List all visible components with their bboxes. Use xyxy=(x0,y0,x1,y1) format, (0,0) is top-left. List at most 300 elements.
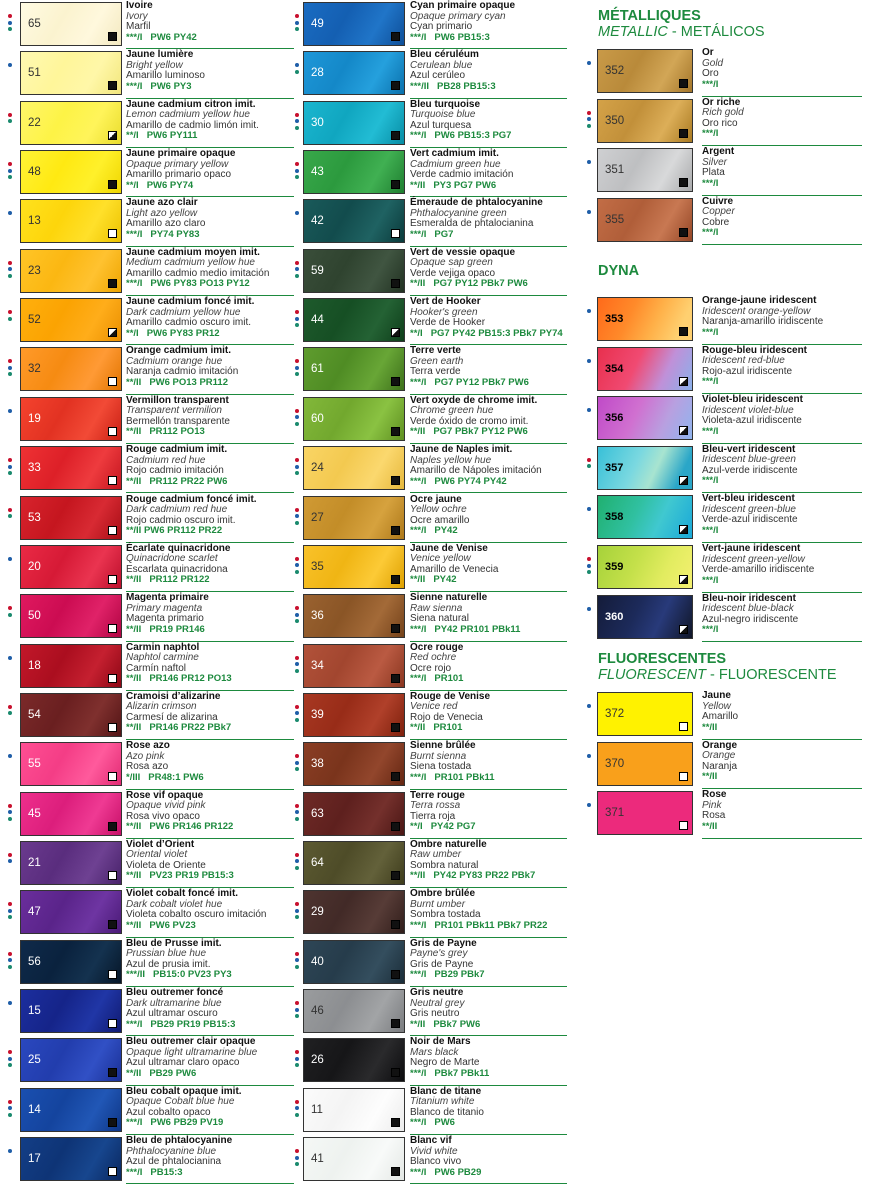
color-number: 355 xyxy=(605,213,625,226)
color-number: 44 xyxy=(311,314,324,327)
color-name-es: Amarillo xyxy=(702,711,739,722)
color-name-fr: Bleu céruléum xyxy=(410,49,479,61)
pigment-codes: PY42 xyxy=(434,525,458,536)
color-name-en: Dark cadmium red hue xyxy=(126,504,228,515)
color-info xyxy=(702,48,723,90)
medium-dot-icon xyxy=(587,309,591,313)
color-name-en: Iridescent green-blue xyxy=(702,503,796,515)
paint-entry xyxy=(8,987,294,1036)
paint-entry xyxy=(8,1036,294,1085)
pigment-codes: PR101 PBk11 PBk7 PR22 xyxy=(434,919,548,931)
color-name-es: Verde vejiga opaco xyxy=(410,267,496,279)
color-swatch xyxy=(303,594,405,638)
color-swatch xyxy=(303,890,405,934)
pigment-codes: PR101 xyxy=(433,722,463,734)
rating-and-pigments xyxy=(410,181,513,192)
rating-and-pigments xyxy=(702,179,734,190)
rating-and-pigments xyxy=(410,822,476,833)
paint-entry xyxy=(295,99,567,148)
color-name-es: Cyan primario xyxy=(410,21,473,32)
color-number: 20 xyxy=(28,560,41,573)
color-name-en: Turquoise blue xyxy=(410,109,476,121)
color-number: 359 xyxy=(605,561,624,573)
medium-dots xyxy=(295,63,300,85)
color-name-fr: Bleu outremer clair opaque xyxy=(126,1036,256,1048)
paint-entry xyxy=(587,444,862,494)
color-number: 48 xyxy=(28,166,41,179)
color-number: 65 xyxy=(28,18,41,30)
color-name-fr: Or xyxy=(702,47,714,58)
color-info xyxy=(410,1037,489,1079)
medium-dots xyxy=(295,557,300,579)
color-name-fr: Rose azo xyxy=(126,740,170,752)
medium-dot-icon xyxy=(295,261,299,265)
color-name-es: Gris neutro xyxy=(410,1008,460,1019)
medium-dot-icon xyxy=(295,761,299,765)
color-name-en: Lemon cadmium yellow hue xyxy=(126,109,250,121)
paint-entry xyxy=(295,395,567,444)
opacity-icon xyxy=(108,970,117,979)
medium-dot-icon xyxy=(295,669,299,673)
color-number: 46 xyxy=(311,1005,324,1017)
color-name-en: Iridescent orange-yellow xyxy=(702,305,811,317)
color-info xyxy=(702,197,735,239)
medium-dot-icon xyxy=(295,1050,299,1054)
medium-dot-icon xyxy=(295,705,299,709)
lightfastness-rating: ***/I xyxy=(410,1117,427,1129)
opacity-icon xyxy=(679,772,688,781)
medium-dot-icon xyxy=(295,267,299,271)
pigment-codes: PR101 PBk11 xyxy=(434,771,495,783)
color-name-fr: Bleu cobalt opaque imit. xyxy=(126,1085,242,1097)
pigment-codes: PW6 PV23 xyxy=(149,919,196,931)
medium-dots xyxy=(295,902,300,924)
lightfastness-rating: **/I xyxy=(410,821,423,833)
medium-dots xyxy=(8,1001,13,1023)
color-name-en: Opaque Cobalt blue hue xyxy=(126,1096,235,1108)
color-number: 64 xyxy=(311,856,324,869)
color-name-es: Verde de Hooker xyxy=(410,317,486,329)
opacity-icon xyxy=(108,476,117,485)
color-info xyxy=(702,741,737,783)
rating-and-pigments xyxy=(702,80,723,91)
medium-dots xyxy=(587,557,592,579)
color-number: 25 xyxy=(28,1054,41,1067)
opacity-icon xyxy=(108,920,117,929)
pigment-codes: PR19 PR146 xyxy=(149,623,205,635)
lightfastness-rating: **/II xyxy=(126,919,142,931)
medium-dot-icon xyxy=(587,61,591,65)
paint-entry xyxy=(295,1036,567,1085)
medium-dot-icon xyxy=(295,465,299,469)
color-info xyxy=(126,988,235,1030)
opacity-icon xyxy=(108,624,117,633)
opacity-icon xyxy=(108,229,117,238)
opacity-icon xyxy=(108,822,117,831)
lightfastness-rating: **/II xyxy=(126,376,142,388)
medium-dots xyxy=(295,1100,300,1122)
color-number: 19 xyxy=(28,412,41,425)
lightfastness-rating: ***/I xyxy=(410,475,427,487)
medium-dots xyxy=(8,113,13,135)
rating-and-pigments xyxy=(126,427,230,438)
color-number: 350 xyxy=(605,114,625,127)
lightfastness-rating: ***/I xyxy=(126,1166,143,1178)
metallic-subtitle: METALLIC - METÁLICOS xyxy=(598,24,765,40)
medium-dot-icon xyxy=(295,27,299,31)
color-number: 353 xyxy=(605,313,624,325)
medium-dots xyxy=(295,458,300,480)
medium-dot-icon xyxy=(587,359,591,363)
lightfastness-rating: ***/I xyxy=(410,673,427,685)
medium-dot-icon xyxy=(295,359,299,363)
medium-dot-icon xyxy=(295,63,299,67)
color-info xyxy=(702,147,734,189)
lightfastness-rating: ***/I xyxy=(702,227,719,239)
opacity-icon xyxy=(391,180,400,189)
color-name-fr: Bleu-noir iridescent xyxy=(702,592,796,604)
color-name-en: Light azo yellow xyxy=(126,207,198,219)
color-swatch xyxy=(20,101,122,145)
color-name-es: Rosa xyxy=(702,810,726,822)
color-name-fr: Violet cobalt foncé imit. xyxy=(126,888,239,900)
lightfastness-rating: ***/I xyxy=(410,130,427,142)
opacity-icon xyxy=(108,871,117,880)
color-info xyxy=(410,939,485,981)
lightfastness-rating: ***/II xyxy=(126,969,146,981)
color-name-fr: Ombre brûlée xyxy=(410,888,476,900)
color-number: 372 xyxy=(605,708,625,720)
lightfastness-rating: **/I xyxy=(126,179,139,191)
medium-dots xyxy=(295,162,300,184)
medium-dot-icon xyxy=(8,902,12,906)
pigment-codes: PR146 PR22 PBk7 xyxy=(149,722,232,734)
rating-and-pigments xyxy=(126,773,204,784)
medium-dots xyxy=(295,409,300,431)
medium-dot-icon xyxy=(587,564,591,568)
color-name-es: Magenta primario xyxy=(126,613,204,625)
color-info xyxy=(410,1087,484,1129)
rating-and-pigments xyxy=(126,1020,235,1031)
paint-entry xyxy=(8,99,294,148)
medium-dot-icon xyxy=(587,408,591,412)
color-name-fr: Carmin naphtol xyxy=(126,641,200,653)
color-number: 358 xyxy=(605,511,624,524)
medium-dot-icon xyxy=(8,169,12,173)
paint-entry xyxy=(8,839,294,888)
color-info xyxy=(410,297,563,339)
color-name-es: Amarillo de Venecia xyxy=(410,563,499,575)
color-name-es: Azul cerúleo xyxy=(410,70,466,82)
rating-and-pigments xyxy=(126,575,230,586)
lightfastness-rating: ***/I xyxy=(410,969,427,981)
paint-entry xyxy=(8,494,294,543)
opacity-icon xyxy=(108,180,117,189)
medium-dot-icon xyxy=(295,866,299,870)
lightfastness-rating: ***/I xyxy=(126,228,143,240)
color-number: 27 xyxy=(311,511,324,524)
entry-underline xyxy=(126,1183,294,1184)
color-number: 38 xyxy=(311,758,324,771)
color-number: 47 xyxy=(28,906,41,919)
color-info xyxy=(126,939,232,981)
medium-dot-icon xyxy=(295,415,299,419)
color-name-en: Orange xyxy=(702,750,736,762)
color-name-es: Naranja-amarillo iridiscente xyxy=(702,316,824,327)
medium-dot-icon xyxy=(295,656,299,660)
lightfastness-rating: ***/I xyxy=(410,771,427,783)
paint-entry xyxy=(8,345,294,394)
color-info xyxy=(702,346,807,388)
pigment-codes: PW6 PY83 PO13 PY12 xyxy=(150,278,250,290)
lightfastness-rating: **/II xyxy=(702,771,718,783)
medium-dots xyxy=(295,508,300,530)
color-name-fr: Ocre jaune xyxy=(410,493,462,505)
color-name-fr: Vert-jaune iridescent xyxy=(702,543,801,554)
color-swatch xyxy=(20,298,122,342)
color-swatch xyxy=(20,742,122,786)
color-name-es: Rosa azo xyxy=(126,761,169,773)
lightfastness-rating: ***/I xyxy=(410,623,427,635)
medium-dot-icon xyxy=(8,915,12,919)
color-swatch xyxy=(20,792,122,836)
color-name-en: Phthalocyanine blue xyxy=(126,1145,217,1157)
color-name-en: Cerulean blue xyxy=(410,59,473,71)
color-swatch xyxy=(20,1137,122,1181)
color-name-en: Opaque light ultramarine blue xyxy=(126,1046,258,1058)
paint-entry xyxy=(587,493,862,543)
color-number: 39 xyxy=(311,708,324,721)
medium-dot-icon xyxy=(295,366,299,370)
lightfastness-rating: **/II xyxy=(126,1067,142,1079)
color-name-fr: Bleu de Prusse imit. xyxy=(126,937,222,949)
pigment-codes: PB28 PB15:3 xyxy=(437,80,496,92)
color-info xyxy=(702,790,726,832)
medium-dots xyxy=(8,754,13,776)
medium-dot-icon xyxy=(295,521,299,525)
paint-entry xyxy=(8,888,294,937)
color-name-en: Opaque vivid pink xyxy=(126,800,206,812)
opacity-icon xyxy=(391,1068,400,1077)
lightfastness-rating: ***/I xyxy=(410,919,427,931)
color-name-es: Rojo-azul iridiscente xyxy=(702,365,793,377)
lightfastness-rating: **/I xyxy=(126,130,139,142)
color-name-en: Primary magenta xyxy=(126,602,203,614)
medium-dot-icon xyxy=(295,754,299,758)
rating-and-pigments xyxy=(410,1168,481,1179)
lightfastness-rating: ***/I xyxy=(702,624,719,636)
color-name-es: Amarillo primario opaco xyxy=(126,169,232,181)
medium-dot-icon xyxy=(295,853,299,857)
opacity-icon xyxy=(679,228,688,237)
color-name-en: Cadmium green hue xyxy=(410,158,501,170)
color-name-es: Bermellón transparente xyxy=(126,415,230,427)
rating-and-pigments xyxy=(410,378,529,389)
medium-dot-icon xyxy=(295,563,299,567)
medium-dots xyxy=(8,409,13,431)
color-number: 49 xyxy=(311,18,324,30)
medium-dots xyxy=(295,1001,300,1023)
rating-and-pigments xyxy=(126,82,205,93)
paint-entry xyxy=(295,888,567,937)
opacity-icon xyxy=(391,920,400,929)
color-name-es: Siena tostada xyxy=(410,761,472,773)
color-info xyxy=(126,396,230,438)
color-name-fr: Bleu turquoise xyxy=(410,98,481,110)
rating-and-pigments xyxy=(410,674,463,685)
color-number: 356 xyxy=(605,412,624,425)
color-number: 33 xyxy=(28,462,41,475)
color-name-en: Naphtol carmine xyxy=(126,652,199,664)
medium-dot-icon xyxy=(8,965,12,969)
opacity-icon xyxy=(391,1118,400,1127)
medium-dot-icon xyxy=(587,704,591,708)
medium-dots xyxy=(587,309,592,331)
color-name-es: Azul ultramar oscuro xyxy=(126,1008,218,1019)
pigment-codes: PG7 PY42 PB15:3 PBk7 PY74 xyxy=(430,327,563,339)
medium-dot-icon xyxy=(295,859,299,863)
medium-dot-icon xyxy=(8,175,12,179)
paint-entry xyxy=(587,47,862,97)
color-info xyxy=(410,791,476,833)
medium-dot-icon xyxy=(295,915,299,919)
medium-dot-icon xyxy=(8,211,12,215)
paint-entry xyxy=(8,642,294,691)
pigment-codes: PW6 PB29 PV19 xyxy=(150,1117,224,1129)
color-name-en: Yellow ochre xyxy=(410,504,467,515)
pigment-codes: PW6 PO13 PR112 xyxy=(149,376,228,388)
color-info xyxy=(410,741,495,783)
opacity-icon xyxy=(391,772,400,781)
medium-dot-icon xyxy=(295,909,299,913)
paint-entry xyxy=(587,789,862,839)
color-name-es: Blanco de titanio xyxy=(410,1106,484,1118)
medium-dot-icon xyxy=(8,958,12,962)
color-name-es: Amarillo luminoso xyxy=(126,70,205,82)
opacity-icon xyxy=(391,970,400,979)
medium-dot-icon xyxy=(295,1162,299,1166)
color-info xyxy=(702,544,814,586)
color-name-en: Iridescent violet-blue xyxy=(702,404,794,416)
medium-dots xyxy=(8,63,13,85)
color-swatch xyxy=(303,1038,405,1082)
color-info xyxy=(410,50,496,92)
opacity-icon xyxy=(391,131,400,140)
medium-dot-icon xyxy=(8,1050,12,1054)
rating-and-pigments xyxy=(702,228,735,239)
color-info xyxy=(126,1037,257,1079)
color-name-es: Oro xyxy=(702,68,719,79)
color-name-fr: Gris de Payne xyxy=(410,937,477,949)
paint-entry xyxy=(295,247,567,296)
pigment-codes: PB29 PR19 PB15:3 xyxy=(150,1018,236,1030)
medium-dot-icon xyxy=(295,162,299,166)
color-name-es: Violeta-azul iridiscente xyxy=(702,415,802,427)
opacity-icon xyxy=(391,674,400,683)
color-name-es: Tierra roja xyxy=(410,810,456,822)
pigment-codes: PY42 PG7 xyxy=(430,821,476,833)
color-number: 34 xyxy=(311,659,324,672)
color-swatch xyxy=(303,347,405,391)
rating-and-pigments xyxy=(410,1118,484,1129)
medium-dot-icon xyxy=(295,613,299,617)
pigment-codes: PY42 PR101 PBk11 xyxy=(434,623,521,635)
lightfastness-rating: **/II xyxy=(410,1018,426,1030)
color-info xyxy=(126,1136,232,1178)
lightfastness-rating: **/II PW6 PR112 PR22 xyxy=(126,525,223,536)
medium-dot-icon xyxy=(8,63,12,67)
color-swatch xyxy=(20,2,122,46)
pigment-codes: PBk7 PBk11 xyxy=(434,1067,490,1079)
medium-dots xyxy=(8,508,13,530)
color-name-en: Pink xyxy=(702,799,722,811)
rating-and-pigments xyxy=(410,477,542,488)
medium-dots xyxy=(8,656,13,678)
rating-and-pigments xyxy=(126,1118,242,1129)
color-swatch xyxy=(597,446,693,490)
color-info xyxy=(126,791,233,833)
paint-entry xyxy=(8,691,294,740)
pigment-codes: PW6 PY3 xyxy=(150,80,192,92)
color-info xyxy=(410,198,543,240)
lightfastness-rating: */III xyxy=(126,771,141,783)
color-name-en: Dark cobalt violet hue xyxy=(126,898,223,910)
paint-entry xyxy=(8,543,294,592)
medium-dot-icon xyxy=(8,1106,12,1110)
color-swatch xyxy=(303,446,405,490)
pigment-codes: PW6 PY83 PR12 xyxy=(146,327,220,339)
color-swatch xyxy=(303,1137,405,1181)
color-info xyxy=(410,643,463,685)
medium-dot-icon xyxy=(587,458,591,462)
rating-and-pigments xyxy=(410,1069,489,1080)
medium-dot-icon xyxy=(8,261,12,265)
pigment-codes: PR48:1 PW6 xyxy=(148,771,204,783)
medium-dot-icon xyxy=(8,508,12,512)
paint-entry xyxy=(295,444,567,493)
color-number: 11 xyxy=(311,1103,323,1116)
medium-dot-icon xyxy=(8,372,12,376)
medium-dot-icon xyxy=(587,557,591,561)
color-info xyxy=(410,692,490,734)
pigment-codes: PV23 PR19 PB15:3 xyxy=(149,870,234,882)
color-info xyxy=(410,445,542,487)
color-swatch xyxy=(20,890,122,934)
rating-and-pigments xyxy=(702,476,798,487)
opacity-icon xyxy=(391,229,400,238)
opacity-icon xyxy=(391,476,400,485)
color-name-fr: Vert-bleu iridescent xyxy=(702,493,795,505)
opacity-icon xyxy=(391,328,400,337)
pigment-codes: PG7 PY12 PBk7 PW6 xyxy=(434,376,529,388)
color-number: 14 xyxy=(28,1103,41,1116)
pigment-codes: PG7 PY12 PBk7 PW6 xyxy=(433,278,528,290)
rating-and-pigments xyxy=(702,576,814,587)
medium-dot-icon xyxy=(295,1008,299,1012)
medium-dot-icon xyxy=(295,21,299,25)
medium-dot-icon xyxy=(8,458,12,462)
pigment-codes: PY74 PY83 xyxy=(150,228,200,240)
color-number: 28 xyxy=(311,67,324,80)
rating-and-pigments xyxy=(126,181,235,192)
medium-dots xyxy=(295,1050,300,1072)
color-name-fr: Sienne brûlée xyxy=(410,740,476,752)
color-swatch xyxy=(597,396,693,440)
color-name-fr: Violet d’Orient xyxy=(126,838,195,850)
color-name-fr: Or riche xyxy=(702,96,741,108)
rating-and-pigments xyxy=(410,82,496,93)
medium-dot-icon xyxy=(8,754,12,758)
